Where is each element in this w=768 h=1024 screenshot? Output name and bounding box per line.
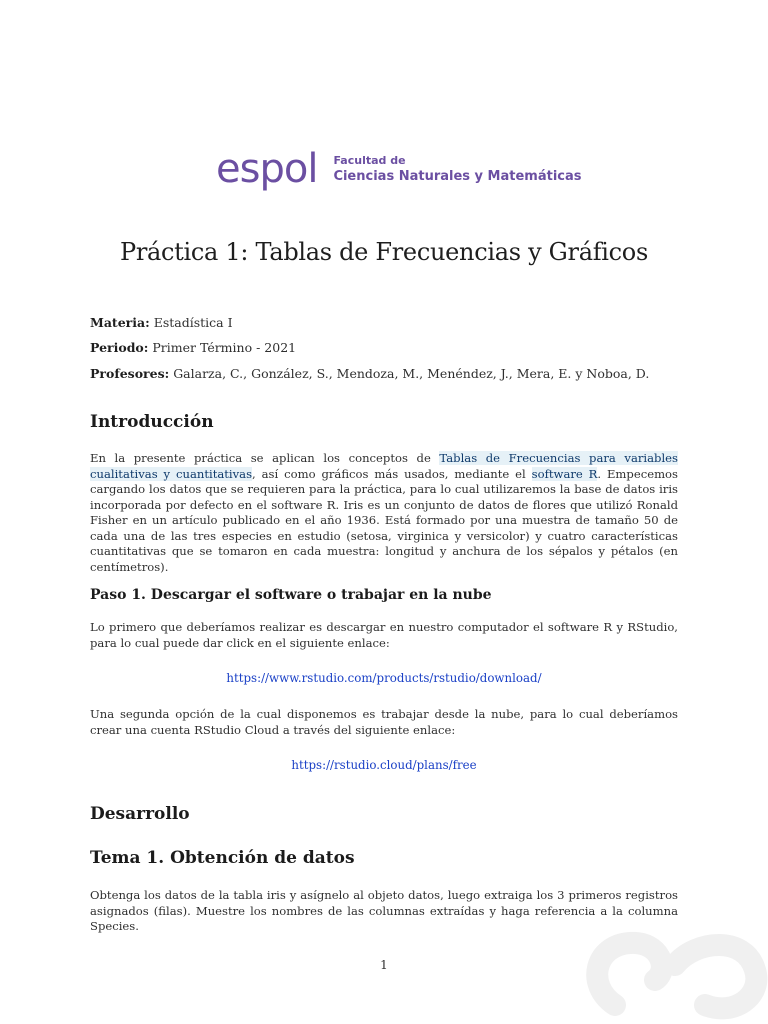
materia-value: Estadística I [149, 315, 233, 330]
materia-label: Materia: [90, 315, 150, 330]
profesores-label: Profesores: [90, 366, 170, 381]
periodo-value: Primer Término - 2021 [148, 340, 297, 355]
subsection-paso-1: Paso 1. Descargar el software o trabajar en la nube [90, 587, 492, 603]
meta-materia [90, 315, 233, 330]
paso1-paragraph-2: Una segunda opción de la cual disponemos es trabajar desde la nube, para lo cual deberíamos crear una cuenta RStudio Cloud a través del siguiente enlace: [90, 707, 678, 737]
logo-line-1: Facultad de [333, 153, 406, 167]
intro-paragraph [90, 451, 678, 575]
section-desarrollo: Desarrollo [90, 804, 190, 824]
espol-watermark-icon [585, 925, 768, 1024]
rstudio-download-link[interactable]: https://www.rstudio.com/products/rstudio/download/ [226, 671, 542, 685]
meta-profesores [90, 366, 649, 381]
section-introduccion: Introducción [90, 412, 214, 432]
intro-highlight-software[interactable]: software R [531, 466, 598, 481]
intro-text-a: En la presente práctica se aplican los conceptos de [90, 451, 440, 465]
logo-wordmark: espol [216, 146, 318, 192]
page-number: 1 [380, 958, 388, 972]
page-title: Práctica 1: Tablas de Frecuencias y Gráficos [120, 238, 648, 266]
intro-text-b: , así como gráficos más usados, mediante el [252, 466, 532, 481]
paso1-paragraph-1: Lo primero que deberíamos realizar es descargar en nuestro computador el software R y RStudio, para lo cual puede dar click en el siguiente enlace: [90, 620, 678, 650]
tema1-paragraph: Obtenga los datos de la tabla iris y asígnelo al objeto datos, luego extraiga los 3 primeros registros asignados (filas). Muestre los nombres de las columnas extraídas y haga referencia a la columna Species. [90, 888, 678, 933]
meta-periodo [90, 340, 296, 355]
rstudio-cloud-link[interactable]: https://rstudio.cloud/plans/free [291, 758, 477, 772]
logo-line-2: Ciencias Naturales y Matemáticas [333, 168, 582, 184]
espol-logo [216, 145, 582, 193]
intro-text-c: . Empecemos cargando los datos que se requieren para la práctica, para lo cual utilizaremos la base de datos iris incorporada por defecto en el software R. Iris es un conjunto de datos de flores que utilizó Ronald Fisher en un artículo publicado en el año 1936. Está formado por una muestra de tamaño 50 de cada una de las tres especies en estudio (setosa, virginica y versicolor) y cuatro características cuantitativas que se tomaron en cada muestra: longitud y anchura de los sépalos y pétalos (en centímetros). [90, 466, 678, 574]
periodo-label: Periodo: [90, 340, 149, 355]
logo-faculty-text [333, 154, 581, 185]
intro-highlight-tablas[interactable]: Tablas de Frecuencias para variables cualitativas y cuantitativas [90, 451, 678, 481]
profesores-value: Galarza, C., González, S., Mendoza, M., Menéndez, J., Mera, E. y Noboa, D. [169, 366, 650, 381]
section-tema-1: Tema 1. Obtención de datos [90, 848, 355, 868]
